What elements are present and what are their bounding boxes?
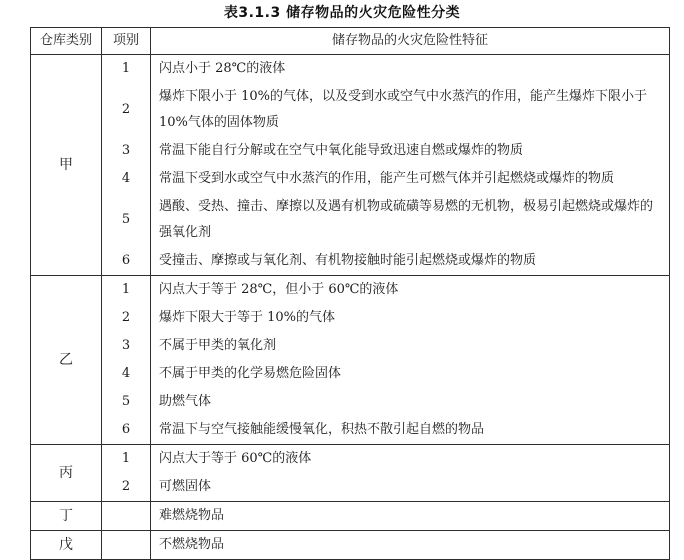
feature-cell: 可燃固体 [151,473,670,502]
category-cell-jia: 甲 [31,55,102,276]
table-row [31,55,670,84]
feature-cell: 难燃烧物品 [151,502,670,531]
item-no-cell: 3 [102,332,151,360]
item-no-cell: 6 [102,416,151,445]
category-cell-wu: 戊 [31,531,102,560]
table-row [31,137,670,165]
item-no-cell: 4 [102,165,151,193]
feature-cell: 常温下受到水或空气中水蒸汽的作用，能产生可燃气体并引起燃烧或爆炸的物质 [151,165,670,193]
feature-cell: 遇酸、受热、撞击、摩擦以及遇有机物或硫磺等易燃的无机物，极易引起燃烧或爆炸的强氧化剂 [151,193,670,247]
feature-cell: 闪点小于 28℃的液体 [151,55,670,84]
feature-cell: 不属于甲类的氧化剂 [151,332,670,360]
table-row [31,416,670,445]
table-row [31,388,670,416]
table-row [31,165,670,193]
table-row [31,473,670,502]
category-cell-bing: 丙 [31,445,102,502]
feature-cell: 助燃气体 [151,388,670,416]
item-no-cell: 3 [102,137,151,165]
header-item-no: 项别 [102,28,151,55]
item-no-cell: 2 [102,304,151,332]
table-row [31,83,670,137]
feature-cell: 常温下与空气接触能缓慢氧化，积热不散引起自燃的物品 [151,416,670,445]
table-row [31,332,670,360]
category-cell-yi: 乙 [31,276,102,445]
feature-cell: 受撞击、摩擦或与氧化剂、有机物接触时能引起燃烧或爆炸的物质 [151,247,670,276]
doc-title: 表3.1.3 储存物品的火灾危险性分类 [223,5,461,21]
table-row [31,531,670,560]
table-row [31,247,670,276]
item-no-cell: 2 [102,473,151,502]
feature-cell: 常温下能自行分解或在空气中氧化能导致迅速自燃或爆炸的物质 [151,137,670,165]
item-no-cell [102,502,151,531]
category-cell-ding: 丁 [31,502,102,531]
feature-cell: 爆炸下限小于 10%的气体，以及受到水或空气中水蒸汽的作用，能产生爆炸下限小于 10%气体的固体物质 [151,83,670,137]
item-no-cell: 1 [102,55,151,84]
table-header-row [31,28,670,55]
item-no-cell: 5 [102,388,151,416]
table-row [31,193,670,247]
header-category: 仓库类别 [31,28,102,55]
table-row [31,445,670,474]
feature-cell: 爆炸下限大于等于 10%的气体 [151,304,670,332]
feature-cell: 闪点大于等于 60℃的液体 [151,445,670,474]
feature-cell: 不属于甲类的化学易燃危险固体 [151,360,670,388]
table-row [31,304,670,332]
item-no-cell [102,531,151,560]
item-no-cell: 6 [102,247,151,276]
item-no-cell: 2 [102,83,151,137]
item-no-cell: 4 [102,360,151,388]
header-feature: 储存物品的火灾危险性特征 [151,28,670,55]
fire-hazard-classification-table [30,27,670,560]
feature-cell: 不燃烧物品 [151,531,670,560]
feature-cell: 闪点大于等于 28℃，但小于 60℃的液体 [151,276,670,305]
item-no-cell: 1 [102,445,151,474]
table-row [31,276,670,305]
item-no-cell: 5 [102,193,151,247]
table-row [31,502,670,531]
item-no-cell: 1 [102,276,151,305]
table-row [31,360,670,388]
